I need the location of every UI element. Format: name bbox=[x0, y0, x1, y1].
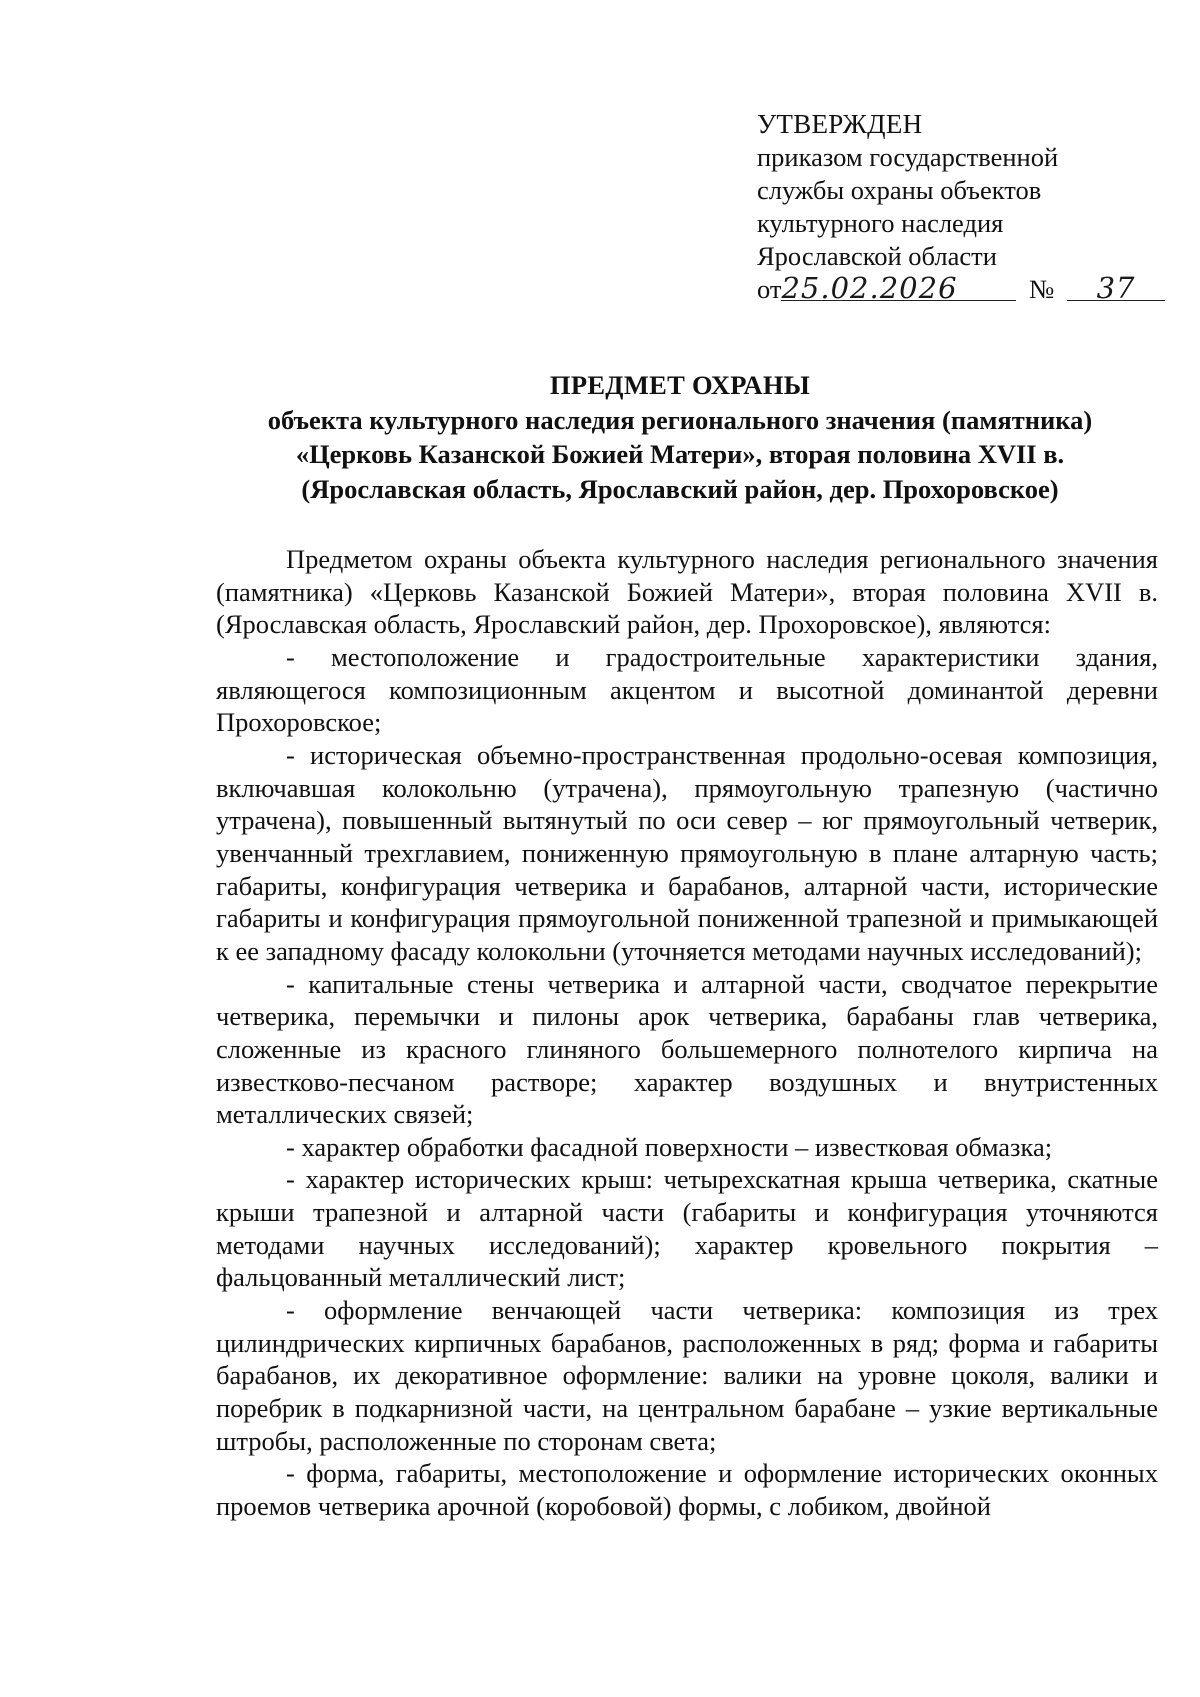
list-item: - оформление венчающей части четверика: композиция из трех цилиндрических кирпичных барабанов, расположенных в ряд; форма и габариты барабанов, их декоративное оформление: валики на уровне цоколя, валики и поребрик в подкарнизной части, на центральном барабане – узкие вертикальные штробы, расположенные по сторонам света; bbox=[216, 1295, 1158, 1456]
document-body bbox=[216, 543, 1158, 1523]
approval-stamp-block bbox=[757, 108, 1157, 306]
approval-date-number-line bbox=[757, 273, 1157, 306]
approval-line: приказом государственной bbox=[757, 142, 1059, 172]
document-title: ПРЕДМЕТ ОХРАНЫ bbox=[549, 370, 811, 400]
list-item: - местоположение и градостроительные характеристики здания, являющегося композиционным акцентом и высотной доминантой деревни Прохоровское; bbox=[216, 641, 1158, 738]
list-item: - историческая объемно-пространственная продольно-осевая композиция, включавшая колокольню (утрачена), прямоугольную трапезную (частично утрачена), повышенный вытянутый по оси север – юг прямоугольный четверик, увенчанный трехглавием, пониженную прямоугольную в плане алтарную часть; габариты, конфигурация четверика и барабанов, алтарной части, исторические габариты и конфигурация прямоугольной пониженной трапезной и примыкающей к ее западному фасаду колокольни (уточняется методами научных исследований); bbox=[216, 739, 1158, 966]
approval-line: культурного наследия bbox=[757, 208, 1004, 238]
approval-heading: УТВЕРЖДЕН bbox=[757, 109, 923, 139]
number-prefix: № bbox=[1029, 274, 1055, 304]
list-item: - капитальные стены четверика и алтарной части, сводчатое перекрытие четверика, перемычки и пилоны арок четверика, барабаны глав четверика, сложенные из красного глиняного большемерного полнотелого кирпича на известково-песчаном растворе; характер воздушных и внутристенных металлических связей; bbox=[216, 968, 1158, 1130]
list-item: - характер исторических крыш: четырехскатная крыша четверика, скатные крыши трапезной и алтарной части (габариты и конфигурация уточняются методами научных исследований); характер кровельного покрытия – фальцованный металлический лист; bbox=[216, 1164, 1158, 1293]
handwritten-number: 37 bbox=[1067, 276, 1165, 301]
document-subtitle-line: (Ярославская область, Ярославский район, дер. Прохоровское) bbox=[301, 473, 1059, 504]
list-item: - форма, габариты, местоположение и оформление исторических оконных проемов четверика арочной (коробовой) формы, с лобиком, двойной bbox=[216, 1458, 1158, 1522]
approval-line: Ярославской области bbox=[757, 241, 997, 271]
document-subtitle-line: «Церковь Казанской Божией Матери», вторая половина XVII в. bbox=[295, 439, 1065, 469]
intro-paragraph: Предметом охраны объекта культурного наследия регионального значения (памятника) «Церковь Казанской Божией Матери», вторая половина XVII в. (Ярославская область, Ярославский район, дер. Прохоровское), являются: bbox=[216, 544, 1158, 640]
date-prefix: от bbox=[757, 274, 782, 304]
list-item: - характер обработки фасадной поверхности – известковая обмазка; bbox=[286, 1131, 1053, 1162]
handwritten-date: 25.02.2026 bbox=[781, 276, 1016, 301]
document-title-block bbox=[200, 368, 1160, 506]
approval-line: службы охраны объектов bbox=[757, 175, 1042, 205]
document-subtitle-line: объекта культурного наследия регионального значения (памятника) bbox=[267, 404, 1093, 435]
